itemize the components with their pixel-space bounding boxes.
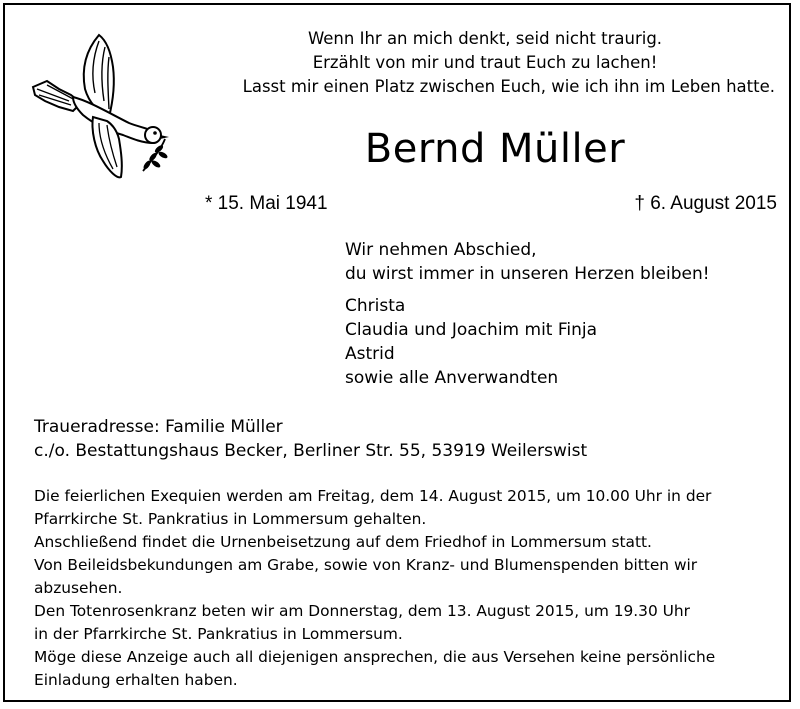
farewell-line: Wir nehmen Abschied,	[345, 240, 537, 260]
detail-paragraph	[34, 531, 779, 554]
detail-line: Anschließend findet die Urnenbeisetzung auf dem Friedhof in Lommersum statt.	[34, 533, 652, 551]
detail-paragraph	[34, 554, 779, 600]
detail-paragraph	[34, 600, 779, 646]
detail-line: Die feierlichen Exequien werden am Freitag, dem 14. August 2015, um 10.00 Uhr in der	[34, 487, 712, 505]
birth-date: * 15. Mai 1941	[205, 193, 328, 214]
farewell-message	[345, 238, 785, 286]
address-line: Traueradresse: Familie Müller	[34, 417, 283, 437]
detail-line: Den Totenrosenkranz beten wir am Donnerstag, dem 13. August 2015, um 19.30 Uhr	[34, 602, 691, 620]
deceased-name: Bernd Müller	[364, 126, 626, 172]
detail-paragraph	[34, 485, 779, 531]
service-details	[34, 485, 779, 692]
mourner-name: Astrid	[345, 344, 395, 364]
poem-line: Erzählt von mir und traut Euch zu lachen!	[312, 53, 658, 72]
death-date: † 6. August 2015	[634, 193, 777, 214]
detail-line: Von Beileidsbekundungen am Grabe, sowie von Kranz- und Blumenspenden bitten wir	[34, 556, 698, 574]
poem-line: Lasst mir einen Platz zwischen Euch, wie ich ihn im Leben hatte.	[242, 77, 775, 96]
obituary-notice	[3, 3, 791, 702]
memorial-poem	[195, 27, 775, 99]
mourners-list	[345, 294, 785, 390]
detail-paragraph	[34, 646, 779, 692]
detail-line: abzusehen.	[34, 579, 123, 597]
detail-line: Einladung erhalten haben.	[34, 671, 238, 689]
mourner-name: sowie alle Anverwandten	[345, 368, 559, 388]
detail-line: in der Pfarrkirche St. Pankratius in Lommersum.	[34, 625, 403, 643]
detail-line: Möge diese Anzeige auch all diejenigen ansprechen, die aus Versehen keine persönliche	[34, 648, 716, 666]
mourning-address	[34, 415, 774, 463]
mourner-name: Christa	[345, 296, 406, 316]
dove-with-olive-branch-icon	[29, 31, 181, 181]
address-line: c./o. Bestattungshaus Becker, Berliner Str. 55, 53919 Weilerswist	[34, 441, 588, 461]
farewell-line: du wirst immer in unseren Herzen bleiben!	[345, 264, 710, 284]
detail-line: Pfarrkirche St. Pankratius in Lommersum gehalten.	[34, 510, 427, 528]
mourner-name: Claudia und Joachim mit Finja	[345, 320, 598, 340]
poem-line: Wenn Ihr an mich denkt, seid nicht traurig.	[307, 29, 663, 48]
